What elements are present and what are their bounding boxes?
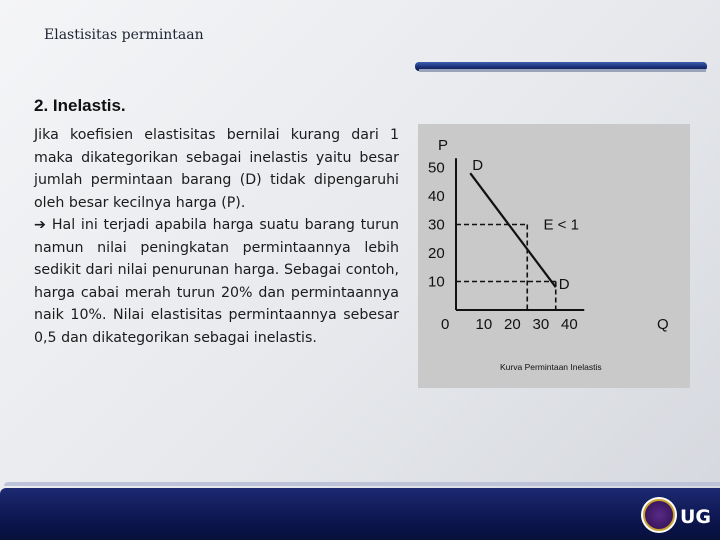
x-tick-label: 10 xyxy=(475,316,493,333)
chart-caption: Kurva Permintaan Inelastis xyxy=(500,362,602,372)
header-rule-shadow xyxy=(419,69,706,72)
logo-text: UG xyxy=(680,506,712,528)
university-logo xyxy=(641,497,677,533)
paragraph-2-wrap xyxy=(34,214,399,349)
curve-label-top: D xyxy=(472,157,484,175)
demand-curve-figure xyxy=(418,124,690,388)
y-axis-label: P xyxy=(438,137,449,154)
y-tick-label: 10 xyxy=(428,273,445,291)
paragraph-2: Hal ini terjadi apabila harga suatu barang turun namun nilai peningkatan permintaannya lebih sedikit dari nilai penurunan harga. Sebagai contoh, harga cabai merah turun 20% dan permintaannya naik 10%. Nilai elastisitas permintaannya sebesar 0,5 dan dikategorikan sebagai inelastis. xyxy=(34,217,399,346)
footer-top-line xyxy=(4,482,720,486)
y-tick-label: 30 xyxy=(428,216,445,234)
elasticity-label: E < 1 xyxy=(543,216,579,234)
x-tick-label: 40 xyxy=(561,316,578,333)
y-tick-label: 40 xyxy=(428,188,445,205)
body-text xyxy=(34,124,399,349)
x-tick-label: 20 xyxy=(504,316,521,333)
logo-emblem-icon xyxy=(643,499,675,531)
x-tick-label: 0 xyxy=(441,316,450,333)
section-heading: 2. Inelastis. xyxy=(34,96,126,115)
x-axis-label: Q xyxy=(657,316,669,333)
y-tick-label: 50 xyxy=(428,159,445,177)
chart-svg xyxy=(418,124,690,388)
y-tick-label: 20 xyxy=(428,245,445,262)
paragraph-1: Jika koefisien elastisitas bernilai kurang dari 1 maka dikategorikan sebagai inelastis yaitu besar jumlah permintaan barang (D) tidak dipengaruhi oleh besar kecilnya harga (P). xyxy=(34,127,399,211)
header-title: Elastisitas permintaan xyxy=(44,27,204,43)
arrow-right-icon: ➔ xyxy=(34,217,46,233)
curve-label-bottom: D xyxy=(558,276,570,294)
footer-bar xyxy=(0,488,720,540)
x-tick-label: 30 xyxy=(532,316,550,333)
